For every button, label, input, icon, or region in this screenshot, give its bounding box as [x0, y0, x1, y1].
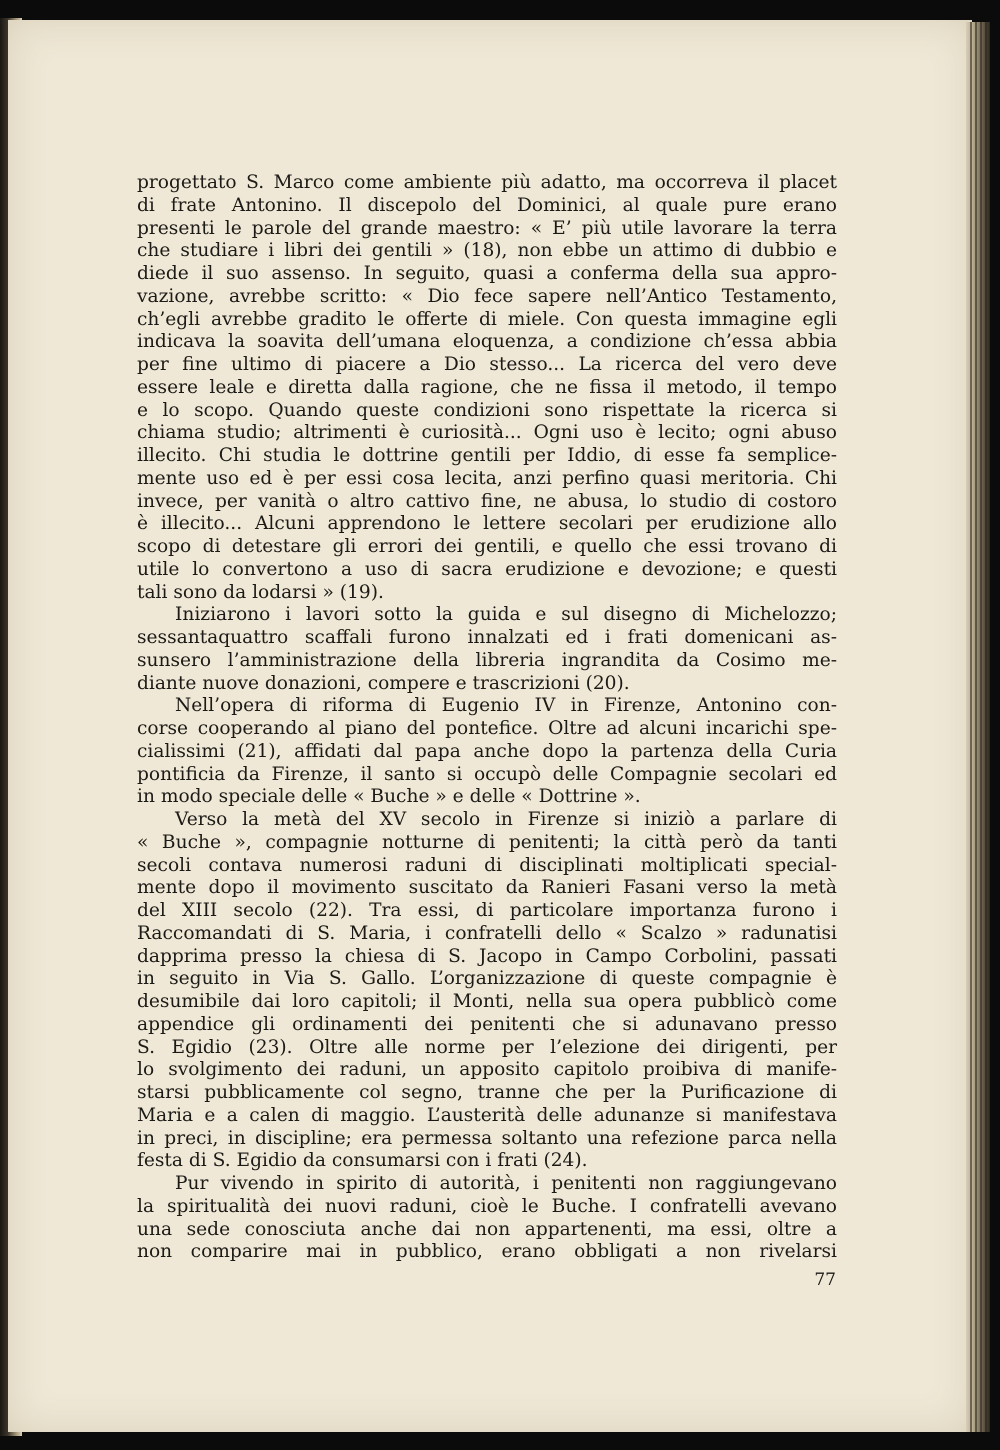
- page-number: 77: [814, 1270, 836, 1290]
- page-stack-edge: [966, 22, 990, 1432]
- text-line: sunsero l’amministrazione della libreria ingrandita da Cosimo me-: [137, 649, 837, 671]
- text-line: che studiare i libri dei gentili » (18), non ebbe un attimo di dubbio e: [137, 240, 837, 262]
- paragraph-start-line: Nell’opera di riforma di Eugenio IV in Firenze, Antonino con-: [175, 695, 837, 717]
- text-line: in preci, in discipline; era permessa soltanto una refezione parca nella: [137, 1127, 837, 1149]
- text-line: appendice gli ordinamenti dei penitenti che si adunavano presso: [137, 1013, 837, 1035]
- text-line: indicava la soavita dell’umana eloquenza, a condizione ch’essa abbia: [137, 331, 837, 353]
- text-line: illecito. Chi studia le dottrine gentili per Iddio, di esse fa semplice-: [137, 445, 837, 466]
- text-line: Raccomandati di S. Maria, i confratelli dello « Scalzo » radunatisi: [137, 922, 837, 944]
- text-line: cialissimi (21), affidati dal papa anche dopo la partenza della Curia: [137, 740, 837, 762]
- text-line: la spiritualità dei nuovi raduni, cioè le Buche. I confratelli avevano: [137, 1195, 837, 1217]
- body-text: [137, 172, 837, 1264]
- text-line: starsi pubblicamente col segno, tranne che per la Purificazione di: [137, 1082, 837, 1103]
- text-line: utile lo convertono a uso di sacra erudizione e devozione; e questi: [137, 558, 837, 580]
- paragraph-end-line: in modo speciale delle « Buche » e delle « Dottrine ».: [137, 786, 641, 808]
- text-line: chiama studio; altrimenti è curiosità... Ogni uso è lecito; ogni abuso: [137, 422, 837, 444]
- text-line: una sede conosciuta anche dai non appartenenti, ma essi, oltre a: [137, 1218, 837, 1240]
- text-line: desumibile dai loro capitoli; il Monti, nella sua opera pubblicò come: [137, 991, 837, 1012]
- text-line: vazione, avrebbe scritto: « Dio fece sapere nell’Antico Testamento,: [137, 285, 837, 307]
- text-line: diede il suo assenso. In seguito, quasi a conferma della sua appro-: [137, 263, 837, 284]
- paragraph-start-line: Iniziarono i lavori sotto la guida e sul disegno di Michelozzo;: [175, 604, 837, 626]
- text-line: presenti le parole del grande maestro: « E’ più utile lavorare la terra: [137, 217, 837, 239]
- text-line: pontificia da Firenze, il santo si occupò delle Compagnie secolari ed: [137, 763, 837, 785]
- paragraph-end-line: diante nuove donazioni, compere e trascrizioni (20).: [137, 672, 630, 694]
- text-line: in seguito in Via S. Gallo. L’organizzazione di queste compagnie è: [137, 968, 837, 990]
- paragraph-end-line: festa di S. Egidio da consumarsi con i frati (24).: [137, 1150, 588, 1172]
- text-line: di frate Antonino. Il discepolo del Dominici, al quale pure erano: [137, 194, 837, 216]
- paragraph-start-line: Verso la metà del XV secolo in Firenze si iniziò a parlare di: [175, 809, 837, 830]
- paragraph-start-line: Pur vivendo in spirito di autorità, i penitenti non raggiungevano: [175, 1173, 837, 1194]
- text-line: essere leale e diretta dalla ragione, che ne fissa il metodo, il tempo: [137, 376, 837, 398]
- text-line: « Buche », compagnie notturne di penitenti; la città però da tanti: [137, 831, 837, 853]
- text-line: per fine ultimo di piacere a Dio stesso... La ricerca del vero deve: [137, 354, 837, 375]
- text-line: secoli contava numerosi raduni di disciplinati moltiplicati special-: [137, 854, 837, 876]
- text-line: lo svolgimento dei raduni, un apposito capitolo proibiva di manife-: [137, 1059, 837, 1081]
- text-line: mente uso ed è per essi cosa lecita, anzi perfino quasi meritoria. Chi: [137, 467, 837, 489]
- text-line: dapprima presso la chiesa di S. Jacopo in Campo Corbolini, passati: [137, 945, 837, 967]
- text-line: Maria e a calen di maggio. L’austerità delle adunanze si manifestava: [137, 1104, 837, 1126]
- text-line: S. Egidio (23). Oltre alle norme per l’elezione dei dirigenti, per: [137, 1036, 837, 1058]
- text-line: mente dopo il movimento suscitato da Ranieri Fasani verso la metà: [137, 877, 837, 899]
- text-line: corse cooperando al piano del pontefice. Oltre ad alcuni incarichi spe-: [137, 718, 837, 739]
- text-line: non comparire mai in pubblico, erano obbligati a non rivelarsi: [137, 1241, 837, 1263]
- text-line: progettato S. Marco come ambiente più adatto, ma occorreva il placet: [137, 172, 837, 193]
- text-line: e lo scopo. Quando queste condizioni sono rispettate la ricerca si: [137, 399, 837, 421]
- text-line: invece, per vanità o altro cattivo fine, ne abusa, lo studio di costoro: [137, 490, 837, 512]
- text-line: ch’egli avrebbe gradito le offerte di miele. Con questa immagine egli: [137, 308, 837, 330]
- text-line: scopo di detestare gli errori dei gentili, e quello che essi trovano di: [137, 536, 837, 557]
- text-line: è illecito... Alcuni apprendono le lettere secolari per erudizione allo: [137, 513, 837, 535]
- paragraph-end-line: tali sono da lodarsi » (19).: [137, 581, 384, 603]
- text-line: del XIII secolo (22). Tra essi, di particolare importanza furono i: [137, 900, 837, 921]
- text-line: sessantaquattro scaffali furono innalzati ed i frati domenicani as-: [137, 627, 837, 648]
